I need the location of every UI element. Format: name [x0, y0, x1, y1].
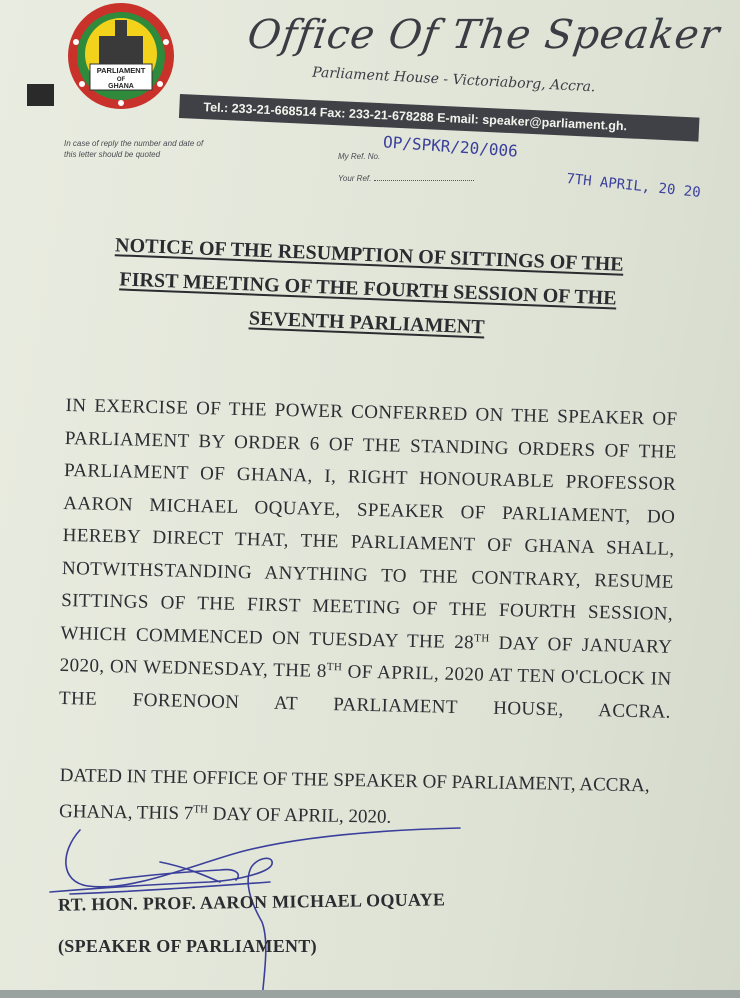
logo-text-of: OF [116, 77, 126, 83]
your-ref-blank [374, 180, 474, 181]
my-ref-line [338, 152, 380, 161]
logo-text-ghana: GHANA [108, 83, 134, 90]
parliament-logo [62, 2, 180, 110]
dated-part-1: DATED IN THE OFFICE OF THE SPEAKER OF PARLIAMENT, ACCRA, GHANA, THIS 7 [58, 764, 650, 825]
contact-bar: Tel.: 233-21-668514 Fax: 233-21-678288 E-mail: speaker@parliament.gh. [179, 94, 700, 142]
my-ref-label: My Ref. No. [338, 152, 381, 161]
signatory-title: (SPEAKER OF PARLIAMENT) [58, 936, 317, 956]
notice-title-line-3: SEVENTH PARLIAMENT [248, 307, 485, 339]
notice-body-sup-1: TH [474, 631, 490, 645]
your-ref-line [338, 174, 474, 183]
handwritten-date: 7TH APRIL, 20 20 [565, 170, 702, 202]
my-ref-value: OP/SPKR/20/006 [382, 132, 519, 161]
notice-body-part-1: IN EXERCISE OF THE POWER CONFERRED ON THE SPEAKER OF PARLIAMENT BY ORDER 6 OF THE STANDING ORDERS OF THE PARLIAMENT OF GHANA, I, RIGHT HONOURABLE PROFESSOR AARON MICHAEL OQUAYE, SPEAKER OF PARLIAMENT, DO HEREBY DIRECT THAT, THE PARLIAMENT OF GHANA SHALL, NOTWITHSTANDING ANYTHING TO THE CONTRARY, RESUME SITTINGS OF THE FIRST MEETING OF THE FOURTH SESSION, WHICH COMMENCED ON TUESDAY THE 28 [60, 394, 678, 653]
dated-part-2: DAY OF APRIL, 2020. [207, 803, 392, 828]
dated-sup: TH [193, 803, 209, 816]
logo-text-parliament: PARLIAMENT [96, 66, 146, 75]
notice-body [59, 390, 678, 729]
corner-mark [27, 84, 54, 106]
office-title: Office Of The Speaker [244, 12, 723, 58]
bottom-edge [0, 990, 740, 998]
reply-note: In case of reply the number and date of this letter should be quoted [64, 139, 204, 159]
notice-body-sup-2: TH [326, 660, 343, 674]
notice-title [66, 226, 669, 351]
signatory-name: RT. HON. PROF. AARON MICHAEL OQUAYE [57, 889, 446, 915]
notice-title-line-2: FIRST MEETING OF THE FOURTH SESSION OF THE [119, 268, 617, 310]
notice-title-line-1: NOTICE OF THE RESUMPTION OF SITTINGS OF THE [114, 234, 624, 276]
office-address: Parliament House - Victoriaborg, Accra. [311, 64, 596, 96]
notice-body-part-2: DAY OF JANUARY 2020, ON WEDNESDAY, THE 8 [59, 632, 673, 682]
notice-body-part-3: OF APRIL, 2020 AT TEN O'CLOCK IN THE FORENOON AT PARLIAMENT HOUSE, ACCRA. [58, 661, 672, 723]
your-ref-label: Your Ref. [338, 174, 372, 183]
